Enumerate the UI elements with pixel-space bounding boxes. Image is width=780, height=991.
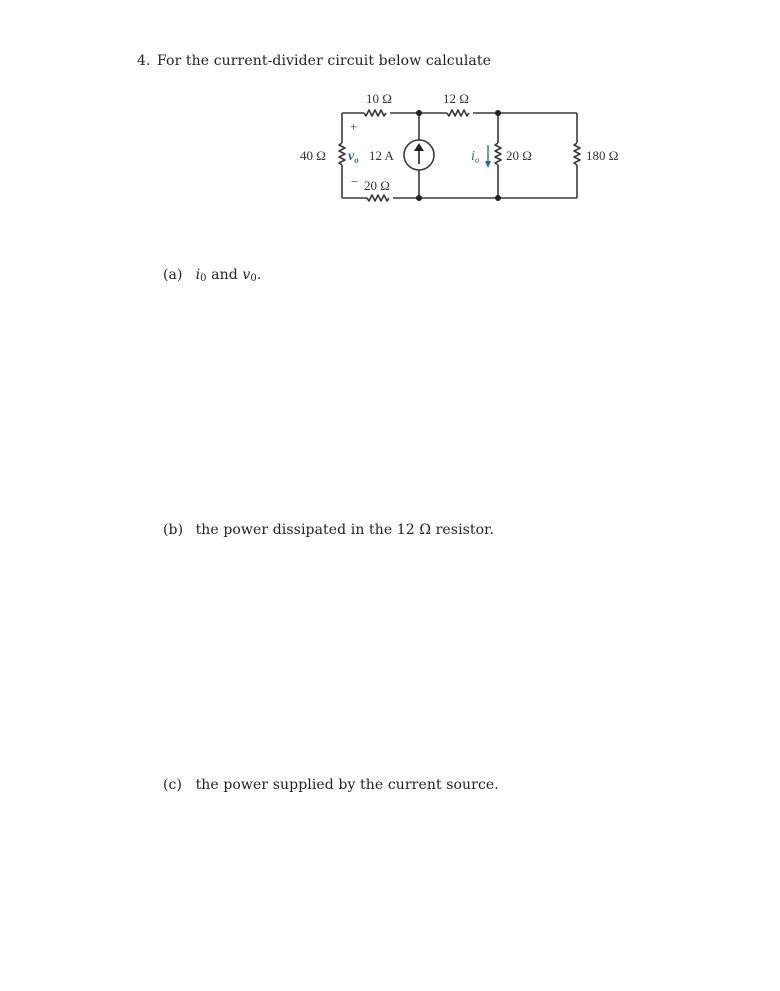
- io-arrow-head: [485, 161, 491, 168]
- label-r20-mid: 20 Ω: [506, 148, 532, 163]
- part-c-label: (c): [163, 777, 183, 793]
- circuit-diagram: [0, 0, 780, 260]
- node-top-mid: [495, 110, 501, 116]
- question-number: 4.: [137, 53, 151, 69]
- label-r40: 40 Ω: [300, 148, 326, 163]
- part-b-label: (b): [163, 522, 184, 538]
- node-top-source: [416, 110, 422, 116]
- part-a-var-v: v: [242, 267, 251, 283]
- node-bottom-source: [416, 195, 422, 201]
- label-r12: 12 Ω: [443, 91, 469, 106]
- label-source: 12 A: [369, 148, 394, 163]
- question-prompt: For the current-divider circuit below calculate: [157, 53, 491, 69]
- part-a-var-i: i: [195, 267, 201, 283]
- part-a-sub-i: 0: [200, 273, 207, 284]
- part-c: [163, 777, 499, 793]
- resistor-12-ohm: [447, 110, 469, 116]
- label-r20-bottom: 20 Ω: [364, 178, 390, 193]
- label-r180: 180 Ω: [586, 148, 619, 163]
- resistor-20-ohm-bottom: [367, 195, 389, 201]
- node-bottom-mid: [495, 195, 501, 201]
- resistor-40-ohm: [339, 143, 345, 165]
- label-r10: 10 Ω: [366, 91, 392, 106]
- part-a: [163, 267, 261, 283]
- part-a-connector: and: [211, 267, 238, 283]
- label-plus: +: [350, 119, 358, 134]
- resistor-20-ohm-mid: [495, 143, 501, 165]
- resistor-180-ohm: [574, 143, 580, 165]
- part-c-text: the power supplied by the current source.: [195, 777, 499, 793]
- part-a-end: .: [256, 267, 262, 283]
- label-minus: −: [351, 174, 359, 189]
- label-vo: $v_o$: [348, 149, 359, 165]
- part-a-label: (a): [163, 267, 183, 283]
- part-b-text: the power dissipated in the 12 Ω resistor.: [195, 522, 494, 538]
- resistor-10-ohm: [364, 110, 386, 116]
- label-io: $i_o$: [471, 149, 480, 165]
- part-b: [163, 522, 494, 538]
- part-a-sub-v: 0: [250, 273, 257, 284]
